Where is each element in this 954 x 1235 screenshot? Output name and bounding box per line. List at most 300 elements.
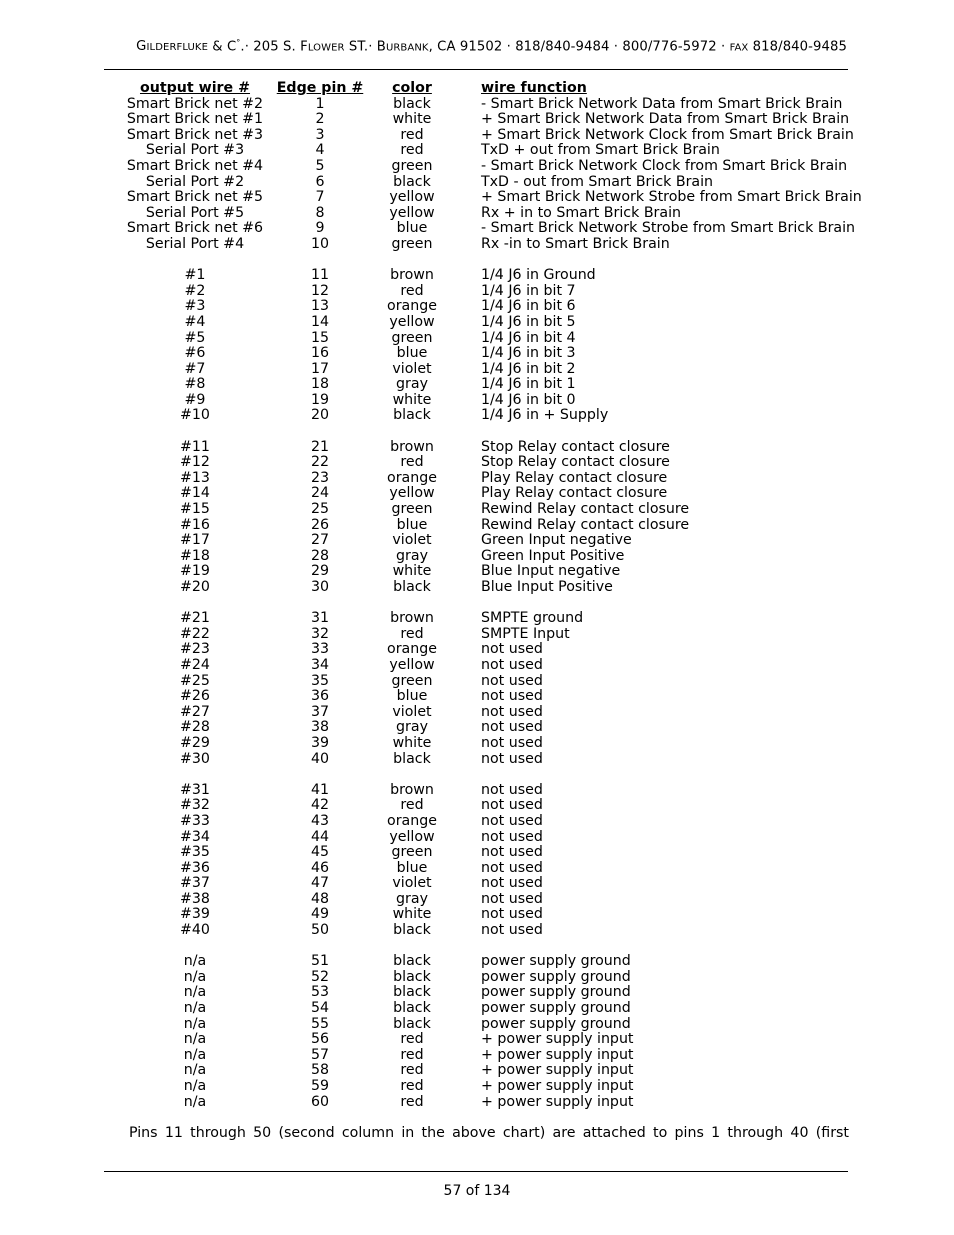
cell-color: red [400,625,424,642]
cell-color: blue [396,688,428,705]
cell-output-wire: #36 [180,859,210,876]
wire-table [0,81,954,1110]
table-row [0,206,954,222]
cell-edge-pin: 44 [310,828,330,845]
cell-color: black [393,1000,431,1017]
cell-output-wire: #34 [180,828,210,845]
cell-color: orange [387,298,437,315]
cell-edge-pin: 55 [310,1015,330,1032]
cell-color: blue [396,516,428,533]
table-row [0,564,954,580]
cell-wire-function: Blue Input negative [481,563,621,580]
cell-output-wire: #21 [180,610,210,627]
cell-wire-function: not used [481,844,543,861]
table-row [0,97,954,113]
table-row [0,440,954,456]
cell-color: orange [387,469,437,486]
cell-edge-pin: 59 [310,1078,330,1094]
cell-edge-pin: 28 [310,547,330,564]
cell-wire-function: 1/4 J6 in Ground [481,267,596,284]
cell-output-wire: #22 [180,625,210,642]
cell-edge-pin: 31 [310,610,330,627]
table-spacer [0,253,954,269]
cell-output-wire: #4 [184,313,206,330]
cell-output-wire: #18 [180,547,210,564]
cell-edge-pin: 50 [310,922,330,939]
cell-color: green [391,235,433,252]
table-spacer [0,424,954,440]
cell-output-wire: Smart Brick net #6 [126,220,264,237]
cell-output-wire: #23 [180,641,210,658]
cell-output-wire: n/a [183,1078,207,1094]
cell-edge-pin: 32 [310,625,330,642]
cell-wire-function: + Smart Brick Network Strobe from Smart Brick Brain [481,189,862,206]
cell-wire-function: 1/4 J6 in bit 2 [481,360,576,377]
table-row [0,752,954,768]
table-row [0,502,954,518]
table-row [0,471,954,487]
cell-output-wire: Serial Port #2 [145,173,245,190]
cell-output-wire: #33 [180,812,210,829]
cell-edge-pin: 7 [315,189,325,206]
table-row [0,954,954,970]
table-spacer [0,939,954,955]
page-header: GILDERFLUKE & C°.· 205 S. FLOWER ST.· BURBANK, CA 91502 · 818/840-9484 · 800/776-5972 · FAX 818/840-9485 [136,38,847,55]
cell-edge-pin: 56 [310,1031,330,1048]
table-row [0,923,954,939]
cell-edge-pin: 45 [310,844,330,861]
cell-output-wire: #29 [180,734,210,751]
cell-edge-pin: 33 [310,641,330,658]
cell-wire-function: 1/4 J6 in + Supply [481,407,609,424]
cell-color: black [393,579,431,595]
cell-output-wire: #16 [180,516,210,533]
header-edge-pin: Edge pin # [276,80,364,96]
cell-wire-function: not used [481,890,543,907]
cell-edge-pin: 51 [310,953,330,970]
cell-output-wire: #10 [180,407,210,424]
cell-color: red [400,1078,424,1094]
cell-color: yellow [389,485,435,502]
cell-wire-function: power supply ground [481,1000,631,1017]
cell-color: black [393,173,431,190]
cell-color: white [392,734,432,751]
header-wire-function: wire function [481,80,587,96]
cell-output-wire: #40 [180,922,210,939]
cell-color: black [393,968,431,985]
cell-color: yellow [389,313,435,330]
cell-color: white [392,906,432,923]
cell-wire-function: Rewind Relay contact closure [481,516,690,533]
cell-wire-function: power supply ground [481,968,631,985]
table-row [0,159,954,175]
table-row [0,1017,954,1033]
cell-output-wire: #37 [180,875,210,892]
table-row [0,845,954,861]
cell-wire-function: Rx + in to Smart Brick Brain [481,204,682,221]
table-row [0,408,954,424]
cell-color: yellow [389,189,435,206]
cell-color: green [391,501,433,518]
cell-edge-pin: 4 [315,142,325,159]
table-header-row [0,81,954,97]
cell-output-wire: #27 [180,703,210,720]
cell-color: black [393,95,431,112]
cell-wire-function: + power supply input [481,1093,634,1110]
cell-wire-function: SMPTE ground [481,610,584,627]
table-row [0,798,954,814]
cell-output-wire: n/a [183,1015,207,1032]
cell-wire-function: Green Input negative [481,532,632,549]
cell-color: red [400,1046,424,1063]
cell-output-wire: Smart Brick net #3 [126,126,264,143]
table-row [0,362,954,378]
cell-edge-pin: 37 [310,703,330,720]
cell-color: green [391,844,433,861]
cell-wire-function: Blue Input Positive [481,579,613,595]
cell-color: red [400,454,424,471]
cell-color: red [400,142,424,159]
cell-edge-pin: 3 [315,126,325,143]
cell-wire-function: not used [481,781,543,798]
cell-wire-function: not used [481,641,543,658]
cell-output-wire: #25 [180,672,210,689]
cell-color: blue [396,859,428,876]
cell-color: yellow [389,204,435,221]
cell-wire-function: Play Relay contact closure [481,469,668,486]
table-row [0,533,954,549]
table-row [0,705,954,721]
table-row [0,486,954,502]
table-row [0,1095,954,1111]
cell-color: gray [396,890,428,907]
table-row [0,284,954,300]
table-row [0,1001,954,1017]
table-row [0,674,954,690]
cell-edge-pin: 11 [310,267,330,284]
cell-edge-pin: 29 [310,563,330,580]
cell-wire-function: Stop Relay contact closure [481,438,670,455]
table-row [0,985,954,1001]
cell-output-wire: n/a [183,984,207,1001]
header-output-wire: output wire # [139,80,251,96]
table-row [0,783,954,799]
table-row [0,642,954,658]
cell-wire-function: not used [481,828,543,845]
cell-output-wire: #11 [180,438,210,455]
table-row [0,299,954,315]
cell-edge-pin: 20 [310,407,330,424]
cell-color: red [400,1093,424,1110]
table-row [0,830,954,846]
cell-color: orange [387,641,437,658]
cell-output-wire: #26 [180,688,210,705]
cell-output-wire: #3 [184,298,206,315]
cell-output-wire: Smart Brick net #5 [126,189,264,206]
cell-wire-function: not used [481,922,543,939]
cell-wire-function: - Smart Brick Network Data from Smart Brick Brain [481,95,843,112]
cell-edge-pin: 24 [310,485,330,502]
cell-output-wire: #13 [180,469,210,486]
cell-edge-pin: 30 [310,579,330,595]
cell-edge-pin: 10 [310,235,330,252]
table-spacer [0,767,954,783]
cell-color: white [392,111,432,128]
cell-wire-function: Rx -in to Smart Brick Brain [481,235,670,252]
table-row [0,190,954,206]
cell-wire-function: TxD + out from Smart Brick Brain [481,142,720,159]
cell-color: gray [396,376,428,393]
table-row [0,689,954,705]
cell-edge-pin: 53 [310,984,330,1001]
table-row [0,627,954,643]
cell-edge-pin: 8 [315,204,325,221]
cell-output-wire: #6 [184,345,206,362]
table-row [0,907,954,923]
footer-rule [104,1171,848,1172]
cell-edge-pin: 15 [310,329,330,346]
cell-output-wire: n/a [183,1046,207,1063]
cell-wire-function: not used [481,734,543,751]
cell-color: violet [392,360,432,377]
cell-wire-function: 1/4 J6 in bit 1 [481,376,576,393]
cell-edge-pin: 23 [310,469,330,486]
cell-output-wire: #9 [184,391,206,408]
header-color: color [392,80,432,96]
cell-wire-function: not used [481,688,543,705]
cell-edge-pin: 17 [310,360,330,377]
cell-wire-function: Green Input Positive [481,547,625,564]
cell-edge-pin: 13 [310,298,330,315]
cell-edge-pin: 49 [310,906,330,923]
cell-wire-function: not used [481,750,543,767]
cell-wire-function: - Smart Brick Network Strobe from Smart Brick Brain [481,220,856,237]
cell-color: brown [390,610,434,627]
cell-output-wire: #12 [180,454,210,471]
cell-edge-pin: 43 [310,812,330,829]
table-row [0,268,954,284]
cell-edge-pin: 5 [315,157,325,174]
table-row [0,128,954,144]
cell-output-wire: n/a [183,1031,207,1048]
cell-output-wire: #17 [180,532,210,549]
table-row [0,346,954,362]
table-row [0,377,954,393]
cell-output-wire: #14 [180,485,210,502]
cell-wire-function: power supply ground [481,984,631,1001]
table-row [0,237,954,253]
cell-edge-pin: 1 [315,95,325,112]
table-row [0,518,954,534]
cell-output-wire: Serial Port #4 [145,235,245,252]
cell-color: brown [390,781,434,798]
cell-wire-function: + power supply input [481,1062,634,1079]
cell-color: red [400,1031,424,1048]
cell-edge-pin: 27 [310,532,330,549]
cell-edge-pin: 54 [310,1000,330,1017]
cell-edge-pin: 6 [315,173,325,190]
table-row [0,393,954,409]
cell-edge-pin: 16 [310,345,330,362]
cell-output-wire: #15 [180,501,210,518]
table-row [0,549,954,565]
cell-wire-function: - Smart Brick Network Clock from Smart Brick Brain [481,157,848,174]
cell-wire-function: power supply ground [481,1015,631,1032]
cell-edge-pin: 46 [310,859,330,876]
table-row [0,331,954,347]
table-row [0,658,954,674]
table-row [0,892,954,908]
cell-color: blue [396,220,428,237]
cell-edge-pin: 42 [310,797,330,814]
cell-output-wire: #30 [180,750,210,767]
cell-wire-function: 1/4 J6 in bit 0 [481,391,576,408]
cell-wire-function: not used [481,703,543,720]
cell-edge-pin: 12 [310,282,330,299]
table-spacer [0,596,954,612]
cell-color: red [400,126,424,143]
cell-output-wire: #35 [180,844,210,861]
cell-wire-function: SMPTE Input [481,625,570,642]
cell-edge-pin: 38 [310,719,330,736]
cell-color: green [391,329,433,346]
cell-output-wire: Serial Port #5 [145,204,245,221]
cell-color: gray [396,719,428,736]
cell-edge-pin: 57 [310,1046,330,1063]
cell-edge-pin: 9 [315,220,325,237]
cell-output-wire: #31 [180,781,210,798]
cell-output-wire: Smart Brick net #4 [126,157,264,174]
cell-wire-function: not used [481,719,543,736]
cell-wire-function: 1/4 J6 in bit 6 [481,298,576,315]
cell-color: black [393,984,431,1001]
cell-output-wire: n/a [183,1000,207,1017]
cell-output-wire: #32 [180,797,210,814]
table-row [0,1079,954,1095]
cell-edge-pin: 21 [310,438,330,455]
cell-edge-pin: 48 [310,890,330,907]
cell-color: black [393,407,431,424]
table-row [0,1032,954,1048]
cell-color: white [392,563,432,580]
cell-color: red [400,797,424,814]
table-row [0,611,954,627]
table-row [0,221,954,237]
cell-wire-function: Play Relay contact closure [481,485,668,502]
cell-output-wire: #2 [184,282,206,299]
cell-wire-function: Stop Relay contact closure [481,454,670,471]
cell-output-wire: #8 [184,376,206,393]
cell-output-wire: Smart Brick net #1 [126,111,264,128]
cell-output-wire: #24 [180,656,210,673]
cell-color: orange [387,812,437,829]
table-row [0,143,954,159]
table-row [0,1048,954,1064]
cell-color: brown [390,438,434,455]
cell-edge-pin: 58 [310,1062,330,1079]
cell-output-wire: #1 [184,267,206,284]
cell-wire-function: + power supply input [481,1046,634,1063]
cell-edge-pin: 2 [315,111,325,128]
cell-wire-function: TxD - out from Smart Brick Brain [481,173,714,190]
table-row [0,315,954,331]
cell-output-wire: #7 [184,360,206,377]
table-row [0,814,954,830]
cell-edge-pin: 47 [310,875,330,892]
cell-wire-function: 1/4 J6 in bit 4 [481,329,576,346]
cell-wire-function: + Smart Brick Network Clock from Smart Brick Brain [481,126,854,143]
cell-wire-function: + power supply input [481,1031,634,1048]
cell-edge-pin: 35 [310,672,330,689]
cell-color: yellow [389,656,435,673]
cell-output-wire: #5 [184,329,206,346]
cell-color: black [393,953,431,970]
table-row [0,876,954,892]
cell-wire-function: Rewind Relay contact closure [481,501,690,518]
cell-edge-pin: 22 [310,454,330,471]
table-row [0,861,954,877]
cell-wire-function: not used [481,906,543,923]
table-row [0,175,954,191]
table-row [0,455,954,471]
cell-color: red [400,282,424,299]
table-row [0,1063,954,1079]
cell-color: gray [396,547,428,564]
cell-wire-function: not used [481,672,543,689]
cell-color: violet [392,875,432,892]
cell-output-wire: #39 [180,906,210,923]
cell-wire-function: 1/4 J6 in bit 5 [481,313,576,330]
cell-color: white [392,391,432,408]
cell-color: black [393,750,431,767]
cell-output-wire: n/a [183,1062,207,1079]
table-row [0,580,954,596]
cell-wire-function: power supply ground [481,953,631,970]
cell-edge-pin: 39 [310,734,330,751]
cell-output-wire: n/a [183,953,207,970]
cell-wire-function: not used [481,656,543,673]
cell-wire-function: + Smart Brick Network Data from Smart Brick Brain [481,111,850,128]
cell-edge-pin: 41 [310,781,330,798]
cell-output-wire: #20 [180,579,210,595]
cell-color: black [393,922,431,939]
cell-output-wire: #28 [180,719,210,736]
cell-edge-pin: 18 [310,376,330,393]
cell-color: red [400,1062,424,1079]
cell-color: green [391,157,433,174]
cell-color: violet [392,703,432,720]
body-paragraph: Pins 11 through 50 (second column in the above chart) are attached to pins 1 through 40 (first [129,1125,849,1141]
cell-color: brown [390,267,434,284]
cell-wire-function: not used [481,875,543,892]
cell-wire-function: not used [481,859,543,876]
cell-edge-pin: 36 [310,688,330,705]
cell-output-wire: #38 [180,890,210,907]
header-rule [104,69,848,70]
cell-edge-pin: 14 [310,313,330,330]
cell-color: yellow [389,828,435,845]
cell-color: violet [392,532,432,549]
company-name: GILDERFLUKE [136,39,209,55]
cell-output-wire: n/a [183,1093,207,1110]
cell-wire-function: not used [481,812,543,829]
table-row [0,736,954,752]
cell-color: blue [396,345,428,362]
cell-wire-function: not used [481,797,543,814]
cell-wire-function: 1/4 J6 in bit 3 [481,345,576,362]
cell-output-wire: Serial Port #3 [145,142,245,159]
table-row [0,720,954,736]
